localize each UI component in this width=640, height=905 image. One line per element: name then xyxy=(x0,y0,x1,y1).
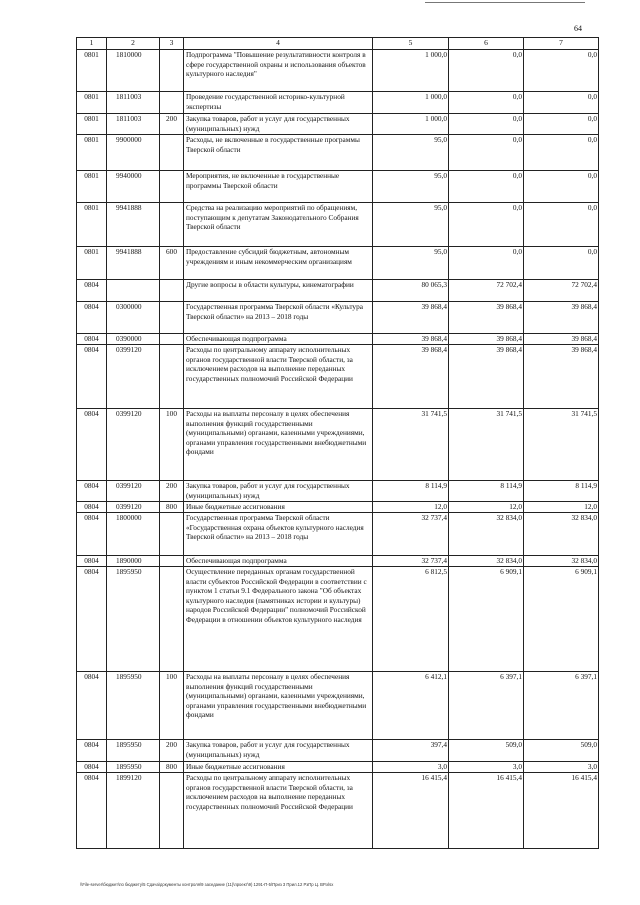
table-row xyxy=(77,247,599,280)
amount-col7-cell: 0,0 xyxy=(524,114,599,135)
expense-type-cell: 100 xyxy=(160,409,184,481)
description-cell: Расходы по центральному аппарату исполнительных органов государственной власти Тверской области, за исключением расходов на выполнение переданных государственных полномочий Российской Федерации xyxy=(184,345,373,409)
header-cell: 7 xyxy=(524,38,599,50)
section-code-cell: 0801 xyxy=(77,203,107,247)
description-cell: Расходы на выплаты персоналу в целях обеспечения выполнения функций государственными (муниципальными) органами, казенными учреждениями, органами управления государственными внебюджетными фондами xyxy=(184,672,373,740)
header-cell: 2 xyxy=(107,38,160,50)
target-article-cell: 9941888 xyxy=(107,203,160,247)
amount-col7-cell: 39 868,4 xyxy=(524,334,599,345)
description-cell: Проведение государственной историко-культурной экспертизы xyxy=(184,92,373,114)
amount-col7-cell: 32 834,0 xyxy=(524,556,599,567)
amount-col6-cell: 0,0 xyxy=(449,203,524,247)
expense-type-cell xyxy=(160,92,184,114)
section-code-cell: 0804 xyxy=(77,672,107,740)
table-row xyxy=(77,481,599,502)
target-article-cell: 1895950 xyxy=(107,740,160,762)
amount-col5-cell: 95,0 xyxy=(373,171,449,203)
amount-col5-cell: 32 737,4 xyxy=(373,513,449,556)
expense-type-cell: 200 xyxy=(160,740,184,762)
amount-col7-cell: 31 741,5 xyxy=(524,409,599,481)
expense-type-cell: 100 xyxy=(160,672,184,740)
target-article-cell: 1895950 xyxy=(107,762,160,773)
amount-col6-cell: 32 834,0 xyxy=(449,556,524,567)
amount-col6-cell: 8 114,9 xyxy=(449,481,524,502)
section-code-cell: 0804 xyxy=(77,302,107,334)
amount-col5-cell: 39 868,4 xyxy=(373,302,449,334)
section-code-cell: 0804 xyxy=(77,513,107,556)
expense-type-cell xyxy=(160,203,184,247)
table-row xyxy=(77,92,599,114)
budget-table-container xyxy=(76,37,598,849)
amount-col7-cell: 8 114,9 xyxy=(524,481,599,502)
table-row xyxy=(77,409,599,481)
amount-col7-cell: 16 415,4 xyxy=(524,773,599,849)
section-code-cell: 0801 xyxy=(77,247,107,280)
amount-col5-cell: 1 000,0 xyxy=(373,92,449,114)
amount-col7-cell: 72 702,4 xyxy=(524,280,599,302)
table-row xyxy=(77,762,599,773)
section-code-cell: 0801 xyxy=(77,135,107,171)
amount-col6-cell: 32 834,0 xyxy=(449,513,524,556)
amount-col6-cell: 6 397,1 xyxy=(449,672,524,740)
amount-col6-cell: 509,0 xyxy=(449,740,524,762)
header-cell: 6 xyxy=(449,38,524,50)
amount-col6-cell: 0,0 xyxy=(449,135,524,171)
header-cell: 1 xyxy=(77,38,107,50)
table-row xyxy=(77,203,599,247)
expense-type-cell: 600 xyxy=(160,247,184,280)
amount-col6-cell: 3,0 xyxy=(449,762,524,773)
amount-col6-cell: 31 741,5 xyxy=(449,409,524,481)
amount-col7-cell: 3,0 xyxy=(524,762,599,773)
table-row xyxy=(77,345,599,409)
table-row xyxy=(77,567,599,672)
target-article-cell: 1890000 xyxy=(107,556,160,567)
target-article-cell: 0399120 xyxy=(107,409,160,481)
amount-col5-cell: 3,0 xyxy=(373,762,449,773)
target-article-cell: 1811003 xyxy=(107,92,160,114)
description-cell: Средства на реализацию мероприятий по обращениям, поступающим к депутатам Законодательного Собрания Тверской области xyxy=(184,203,373,247)
description-cell: Расходы на выплаты персоналу в целях обеспечения выполнения функций государственными (муниципальными) органами, казенными учреждениями, органами управления государственными внебюджетными фондами xyxy=(184,409,373,481)
amount-col5-cell: 1 000,0 xyxy=(373,114,449,135)
expense-type-cell xyxy=(160,50,184,92)
expense-type-cell xyxy=(160,302,184,334)
target-article-cell: 9900000 xyxy=(107,135,160,171)
table-header-row xyxy=(77,38,599,50)
description-cell: Закупка товаров, работ и услуг для государственных (муниципальных) нужд xyxy=(184,740,373,762)
expense-type-cell xyxy=(160,334,184,345)
section-code-cell: 0804 xyxy=(77,334,107,345)
expense-type-cell: 200 xyxy=(160,481,184,502)
amount-col7-cell: 509,0 xyxy=(524,740,599,762)
amount-col7-cell: 0,0 xyxy=(524,92,599,114)
description-cell: Закупка товаров, работ и услуг для государственных (муниципальных) нужд xyxy=(184,481,373,502)
amount-col7-cell: 39 868,4 xyxy=(524,345,599,409)
amount-col5-cell: 1 000,0 xyxy=(373,50,449,92)
amount-col6-cell: 72 702,4 xyxy=(449,280,524,302)
amount-col7-cell: 0,0 xyxy=(524,50,599,92)
amount-col5-cell: 95,0 xyxy=(373,135,449,171)
amount-col6-cell: 39 868,4 xyxy=(449,334,524,345)
table-row xyxy=(77,740,599,762)
amount-col6-cell: 39 868,4 xyxy=(449,345,524,409)
top-rule xyxy=(425,2,585,3)
target-article-cell xyxy=(107,280,160,302)
target-article-cell: 1899120 xyxy=(107,773,160,849)
section-code-cell: 0801 xyxy=(77,92,107,114)
amount-col7-cell: 0,0 xyxy=(524,247,599,280)
description-cell: Иные бюджетные ассигнования xyxy=(184,502,373,513)
table-row xyxy=(77,114,599,135)
target-article-cell: 0300000 xyxy=(107,302,160,334)
description-cell: Закупка товаров, работ и услуг для государственных (муниципальных) нужд xyxy=(184,114,373,135)
expense-type-cell xyxy=(160,556,184,567)
target-article-cell: 0390000 xyxy=(107,334,160,345)
description-cell: Обеспечивающая подпрограмма xyxy=(184,556,373,567)
description-cell: Обеспечивающая подпрограмма xyxy=(184,334,373,345)
section-code-cell: 0804 xyxy=(77,409,107,481)
table-row xyxy=(77,280,599,302)
table-row xyxy=(77,502,599,513)
header-cell: 5 xyxy=(373,38,449,50)
description-cell: Осуществление переданных органам государственной власти субъектов Российской Федерации в соответствии с пунктом 1 статьи 9.1 Федерального закона "Об объектах культурного наследия (памятниках истории и культуры) народов Российской Федерации" полномочий Российской Федерации в отношении объектов культурного наследия xyxy=(184,567,373,672)
table-row xyxy=(77,135,599,171)
amount-col5-cell: 95,0 xyxy=(373,203,449,247)
amount-col6-cell: 0,0 xyxy=(449,247,524,280)
section-code-cell: 0804 xyxy=(77,502,107,513)
amount-col7-cell: 6 909,1 xyxy=(524,567,599,672)
description-cell: Расходы по центральному аппарату исполнительных органов государственной власти Тверской области, за исключением расходов на выполнение переданных государственных полномочий Российской Федерации xyxy=(184,773,373,849)
amount-col7-cell: 6 397,1 xyxy=(524,672,599,740)
expense-type-cell: 800 xyxy=(160,762,184,773)
amount-col5-cell: 32 737,4 xyxy=(373,556,449,567)
amount-col7-cell: 32 834,0 xyxy=(524,513,599,556)
section-code-cell: 0801 xyxy=(77,50,107,92)
section-code-cell: 0804 xyxy=(77,481,107,502)
target-article-cell: 1800000 xyxy=(107,513,160,556)
amount-col7-cell: 0,0 xyxy=(524,171,599,203)
expense-type-cell xyxy=(160,135,184,171)
budget-table xyxy=(76,37,599,849)
section-code-cell: 0804 xyxy=(77,556,107,567)
section-code-cell: 0804 xyxy=(77,762,107,773)
description-cell: Расходы, не включенные в государственные программы Тверской области xyxy=(184,135,373,171)
amount-col7-cell: 39 868,4 xyxy=(524,302,599,334)
target-article-cell: 1895950 xyxy=(107,567,160,672)
section-code-cell: 0804 xyxy=(77,345,107,409)
target-article-cell: 0399120 xyxy=(107,345,160,409)
amount-col7-cell: 0,0 xyxy=(524,203,599,247)
section-code-cell: 0804 xyxy=(77,773,107,849)
target-article-cell: 1895950 xyxy=(107,672,160,740)
table-row xyxy=(77,672,599,740)
amount-col6-cell: 0,0 xyxy=(449,171,524,203)
table-row xyxy=(77,171,599,203)
header-cell: 4 xyxy=(184,38,373,50)
header-cell: 3 xyxy=(160,38,184,50)
target-article-cell: 9941888 xyxy=(107,247,160,280)
amount-col6-cell: 39 868,4 xyxy=(449,302,524,334)
description-cell: Подпрограмма "Повышение результативности контроля в сфере государственной охраны и использования объектов культурного наследия" xyxy=(184,50,373,92)
amount-col6-cell: 0,0 xyxy=(449,92,524,114)
amount-col7-cell: 0,0 xyxy=(524,135,599,171)
expense-type-cell: 200 xyxy=(160,114,184,135)
amount-col6-cell: 16 415,4 xyxy=(449,773,524,849)
target-article-cell: 1811003 xyxy=(107,114,160,135)
target-article-cell: 9940000 xyxy=(107,171,160,203)
amount-col5-cell: 39 868,4 xyxy=(373,334,449,345)
description-cell: Мероприятия, не включенные в государственные программы Тверской области xyxy=(184,171,373,203)
description-cell: Предоставление субсидий бюджетным, автономным учреждениям и иным некоммерческим организациям xyxy=(184,247,373,280)
expense-type-cell xyxy=(160,773,184,849)
amount-col6-cell: 6 909,1 xyxy=(449,567,524,672)
section-code-cell: 0801 xyxy=(77,171,107,203)
description-cell: Другие вопросы в области культуры, кинематографии xyxy=(184,280,373,302)
target-article-cell: 1810000 xyxy=(107,50,160,92)
expense-type-cell xyxy=(160,513,184,556)
amount-col5-cell: 31 741,5 xyxy=(373,409,449,481)
table-row xyxy=(77,334,599,345)
amount-col5-cell: 95,0 xyxy=(373,247,449,280)
amount-col5-cell: 39 868,4 xyxy=(373,345,449,409)
amount-col6-cell: 0,0 xyxy=(449,114,524,135)
amount-col5-cell: 397,4 xyxy=(373,740,449,762)
amount-col7-cell: 12,0 xyxy=(524,502,599,513)
expense-type-cell xyxy=(160,567,184,672)
amount-col5-cell: 8 114,9 xyxy=(373,481,449,502)
amount-col5-cell: 16 415,4 xyxy=(373,773,449,849)
target-article-cell: 0399120 xyxy=(107,481,160,502)
expense-type-cell xyxy=(160,171,184,203)
section-code-cell: 0804 xyxy=(77,740,107,762)
table-row xyxy=(77,50,599,92)
file-path-footer: \\File-server\бюджет\по бюджету\5 Сдача\документы контроля\9 заседание (11)\проект\9) 1291-П-5\Приз 3 Прил.12 РзПр Ц. ВР.xlsx xyxy=(80,882,334,887)
table-row xyxy=(77,513,599,556)
amount-col5-cell: 6 812,5 xyxy=(373,567,449,672)
description-cell: Государственная программа Тверской области «Государственная охрана объектов культурного наследия Тверской области» на 2013 – 2018 годы xyxy=(184,513,373,556)
section-code-cell: 0804 xyxy=(77,280,107,302)
description-cell: Государственная программа Тверской области «Культура Тверской области» на 2013 – 2018 годы xyxy=(184,302,373,334)
table-row xyxy=(77,556,599,567)
section-code-cell: 0801 xyxy=(77,114,107,135)
amount-col5-cell: 12,0 xyxy=(373,502,449,513)
amount-col6-cell: 12,0 xyxy=(449,502,524,513)
expense-type-cell xyxy=(160,345,184,409)
table-row xyxy=(77,773,599,849)
amount-col5-cell: 80 065,3 xyxy=(373,280,449,302)
section-code-cell: 0804 xyxy=(77,567,107,672)
description-cell: Иные бюджетные ассигнования xyxy=(184,762,373,773)
table-row xyxy=(77,302,599,334)
amount-col5-cell: 6 412,1 xyxy=(373,672,449,740)
target-article-cell: 0399120 xyxy=(107,502,160,513)
amount-col6-cell: 0,0 xyxy=(449,50,524,92)
expense-type-cell: 800 xyxy=(160,502,184,513)
page-number: 64 xyxy=(574,24,582,33)
expense-type-cell xyxy=(160,280,184,302)
